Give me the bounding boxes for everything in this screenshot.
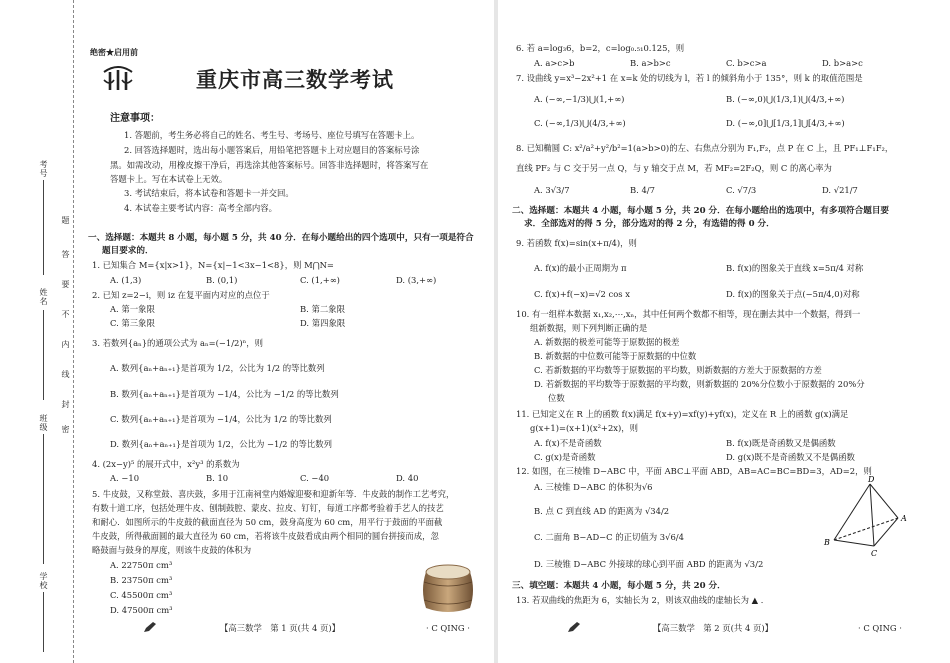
exam-no-line — [43, 180, 44, 275]
question-6: 6. 若 a=log₃6，b=2，c=log₀.₅₁0.125，则 — [516, 43, 685, 53]
question-10: 组新数据，则下列判断正确的是 — [530, 323, 648, 333]
option: B. 10 — [206, 473, 229, 483]
binding-margin — [0, 0, 76, 663]
school-line — [43, 592, 44, 652]
option: C. 数列{aₙ+aₙ₊₁}是首项为 −1/4，公比为 1/2 的等比数列 — [110, 414, 332, 424]
option: D. f(x)的图象关于点(−5π/4,0)对称 — [726, 289, 860, 299]
option: C. f(x)+f(−x)=√2 cos x — [534, 289, 630, 299]
question-10: 10. 有一组样本数据 x₁,x₂,⋯,xₙ，其中任何两个数都不相等，现在删去其中一个数据，得到一 — [516, 309, 861, 319]
option: C. (−∞,1/3)⋃(4/3,+∞) — [534, 118, 626, 128]
page-divider — [494, 0, 498, 663]
option: D. b>a>c — [822, 58, 863, 68]
question-11: g(x+1)=(x+1)(x²+2x)，则 — [530, 423, 639, 433]
option: B. 23750π cm³ — [110, 575, 173, 585]
option: C. g(x)是奇函数 — [534, 452, 596, 462]
margin-label-exam-no: 考号 — [39, 160, 48, 178]
section-2-heading: 二、选择题：本题共 4 小题，每小题 5 分，共 20 分．在每小题给出的选项中，有多项符合题目要 — [512, 206, 890, 216]
section-1-heading: 题目要求的． — [102, 246, 154, 256]
footer-code: · C QING · — [858, 623, 902, 633]
option: A. 三棱锥 D−ABC 的体积为√6 — [534, 482, 653, 492]
notice-line: 答题卡上。写在本试卷上无效。 — [110, 174, 228, 184]
margin-rule — [73, 0, 75, 663]
pen-icon — [567, 621, 581, 633]
question-12: 12. 如图，在三棱锥 D−ABC 中，平面 ABC⊥平面 ABD，AB=AC=BC=BD=3，AD=2，则 — [516, 466, 872, 476]
seal-char: 密 — [61, 425, 70, 434]
option: D. 三棱锥 D−ABC 外接球的球心到平面 ABD 的距离为 √3/2 — [534, 559, 764, 569]
section-3-heading: 三、填空题：本题共 4 小题，每小题 5 分，共 20 分． — [512, 581, 726, 591]
figure-label: A — [901, 514, 907, 523]
option: A. (−∞,−1/3)⋃(1,+∞) — [534, 94, 625, 104]
margin-label-school: 学校 — [39, 572, 48, 590]
notice-line: 黑。如需改动，用橡皮擦干净后，再选涂其他答案标号。回答非选择题时，将答案写在 — [110, 160, 429, 170]
option: B. a>b>c — [630, 58, 671, 68]
option: D. 47500π cm³ — [110, 605, 173, 615]
page-title: 重庆市高三数学考试 — [196, 68, 394, 92]
option: D. (−∞,0]⋃[1/3,1]⋃[4/3,+∞) — [726, 118, 845, 128]
option: D. g(x)既不是奇函数又不是偶函数 — [726, 452, 855, 462]
option: A. (1,3) — [110, 275, 142, 285]
option: B. 数列{aₙ+aₙ₊₁}是首项为 −1/4，公比为 −1/2 的等比数列 — [110, 389, 339, 399]
seal-char: 题 — [61, 216, 70, 225]
notice-line: 2. 回答选择题时，选出每小题答案后，用铅笔把答题卡上对应题目的答案标号涂 — [124, 145, 420, 155]
option: C. −40 — [300, 473, 330, 483]
option: C. (1,+∞) — [300, 275, 340, 285]
margin-label-class: 班级 — [39, 414, 48, 432]
seal-char: 不 — [61, 310, 70, 319]
option: D. 40 — [396, 473, 419, 483]
name-line — [43, 310, 44, 400]
option: B. f(x)既是奇函数又是偶函数 — [726, 438, 836, 448]
option: A. −10 — [110, 473, 140, 483]
option: C. b>c>a — [726, 58, 767, 68]
seal-char: 内 — [61, 340, 70, 349]
seal-char: 要 — [61, 280, 70, 289]
drum-image — [418, 560, 478, 618]
figure-label: D — [868, 475, 875, 484]
section-2-heading: 求．全部选对的得 5 分，部分选对的得 2 分，有选错的得 0 分． — [524, 219, 775, 229]
seal-char: 封 — [61, 400, 70, 409]
option: D. 数列{aₙ+aₙ₊₁}是首项为 1/2，公比为 −1/2 的等比数列 — [110, 439, 333, 449]
option: A. f(x)的最小正周期为 π — [534, 263, 627, 273]
question-2: 2. 已知 z=2−i，则 iz 在复平面内对应的点位于 — [92, 290, 270, 300]
question-11: 11. 已知定义在 R 上的函数 f(x)满足 f(x+y)=xf(y)+yf(x)，定义在 R 上的函数 g(x)满足 — [516, 409, 849, 419]
option: D. 若新数据的平均数等于原数据的平均数，则新数据的 20%分位数小于原数据的 20%分 — [534, 379, 865, 389]
question-5: 有数十道工序，包括处理牛皮、刨制鼓腔、蒙皮、拉皮、钉钉，每道工序都考验着手艺人的技艺 — [92, 503, 444, 513]
question-4: 4. (2x−y)⁵ 的展开式中，x²y³ 的系数为 — [92, 459, 240, 469]
option: B. 第二象限 — [300, 304, 345, 314]
page-footer: 【高三数学 第 2 页(共 4 页)】 — [653, 623, 773, 633]
option: B. (0,1) — [206, 275, 238, 285]
option: C. 45500π cm³ — [110, 590, 173, 600]
question-5: 略鼓面与鼓身的厚度，则该牛皮鼓的体积为 — [92, 545, 252, 555]
figure-label: B — [824, 538, 830, 547]
option: D. √21/7 — [822, 185, 858, 195]
question-5: 和耐心．如图所示的牛皮鼓的截面直径为 50 cm，鼓身高度为 60 cm，用平行于鼓面的平面截 — [92, 517, 443, 527]
option: B. 新数据的中位数可能等于原数据的中位数 — [534, 351, 697, 361]
option: D. (3,+∞) — [396, 275, 437, 285]
question-9: 9. 若函数 f(x)=sin(x+π/4)，则 — [516, 238, 637, 248]
option: B. (−∞,0)⋃(1/3,1)⋃(4/3,+∞) — [726, 94, 845, 104]
option: B. 4/7 — [630, 185, 655, 195]
class-line — [43, 434, 44, 564]
seal-char: 线 — [61, 370, 70, 379]
pen-icon — [143, 621, 157, 633]
option: A. 第一象限 — [110, 304, 155, 314]
notice-line: 3. 考试结束后，将本试卷和答题卡一并交回。 — [124, 188, 294, 198]
notice-line: 4. 本试卷主要考试内容：高考全部内容。 — [124, 203, 278, 213]
question-5: 牛皮鼓，所得截面圆的最大直径为 60 cm，若将该牛皮鼓看成由两个相同的圆台拼接而成，忽 — [92, 531, 439, 541]
option: D. 第四象限 — [300, 318, 346, 328]
option: 位数 — [548, 393, 565, 403]
question-1: 1. 已知集合 M={x|x>1}，N={x|−1<3x−1<8}，则 M⋂N= — [92, 260, 334, 270]
footer-code: · C QING · — [426, 623, 470, 633]
option: A. 3√3/7 — [534, 185, 570, 195]
option: B. 点 C 到直线 AD 的距离为 √34/2 — [534, 506, 670, 516]
notice-title: 注意事项： — [110, 113, 160, 124]
question-3: 3. 若数列{aₙ}的通项公式为 aₙ=(−1/2)ⁿ，则 — [92, 338, 263, 348]
question-5: 5. 牛皮鼓，又称堂鼓、喜庆鼓，多用于江南祠堂内婚嫁迎娶和迎新年等．牛皮鼓的制作工艺考究， — [92, 489, 455, 499]
question-13: 13. 若双曲线的焦距为 6，实轴长为 2，则该双曲线的虚轴长为 ▲ ． — [516, 595, 770, 605]
option: B. f(x)的图象关于直线 x=5π/4 对称 — [726, 263, 864, 273]
figure-label: C — [871, 549, 878, 558]
option: C. 二面角 B−AD−C 的正切值为 3√6/4 — [534, 532, 684, 542]
question-8: 8. 已知椭圆 C: x²/a²+y²/b²=1(a>b>0)的左、右焦点分别为 F₁,F₂，点 P 在 C 上，且 PF₁⊥F₁F₂， — [516, 143, 894, 153]
logo-icon — [100, 64, 136, 92]
option: A. 数列{aₙ+aₙ₊₁}是首项为 1/2，公比为 1/2 的等比数列 — [110, 363, 325, 373]
option: A. a>c>b — [534, 58, 575, 68]
option: C. √7/3 — [726, 185, 757, 195]
notice-line: 1. 答题前，考生务必将自己的姓名、考生号、考场号、座位号填写在答题卡上。 — [124, 130, 420, 140]
margin-label-name: 姓名 — [39, 288, 48, 306]
question-7: 7. 设曲线 y=x³−2x²+1 在 x=k 处的切线为 l，若 l 的倾斜角小于 135°，则 k 的取值范围是 — [516, 73, 863, 83]
question-8: 直线 PF₂ 与 C 交于另一点 Q，与 y 轴交于点 M，若 MF₂=2F₂Q，则 C 的离心率为 — [516, 163, 832, 173]
page-footer: 【高三数学 第 1 页(共 4 页)】 — [220, 623, 340, 633]
pyramid-figure — [822, 474, 912, 560]
option: C. 若新数据的平均数等于原数据的平均数，则新数据的方差大于原数据的方差 — [534, 365, 822, 375]
option: A. 新数据的极差可能等于原数据的极差 — [534, 337, 680, 347]
option: A. f(x)不是奇函数 — [534, 438, 602, 448]
secret-mark: 绝密★启用前 — [90, 47, 138, 57]
option: C. 第三象限 — [110, 318, 155, 328]
section-1-heading: 一、选择题：本题共 8 小题，每小题 5 分，共 40 分．在每小题给出的四个选项中，只有一项是符合 — [88, 233, 474, 243]
seal-char: 答 — [61, 250, 70, 259]
option: A. 22750π cm³ — [110, 560, 173, 570]
